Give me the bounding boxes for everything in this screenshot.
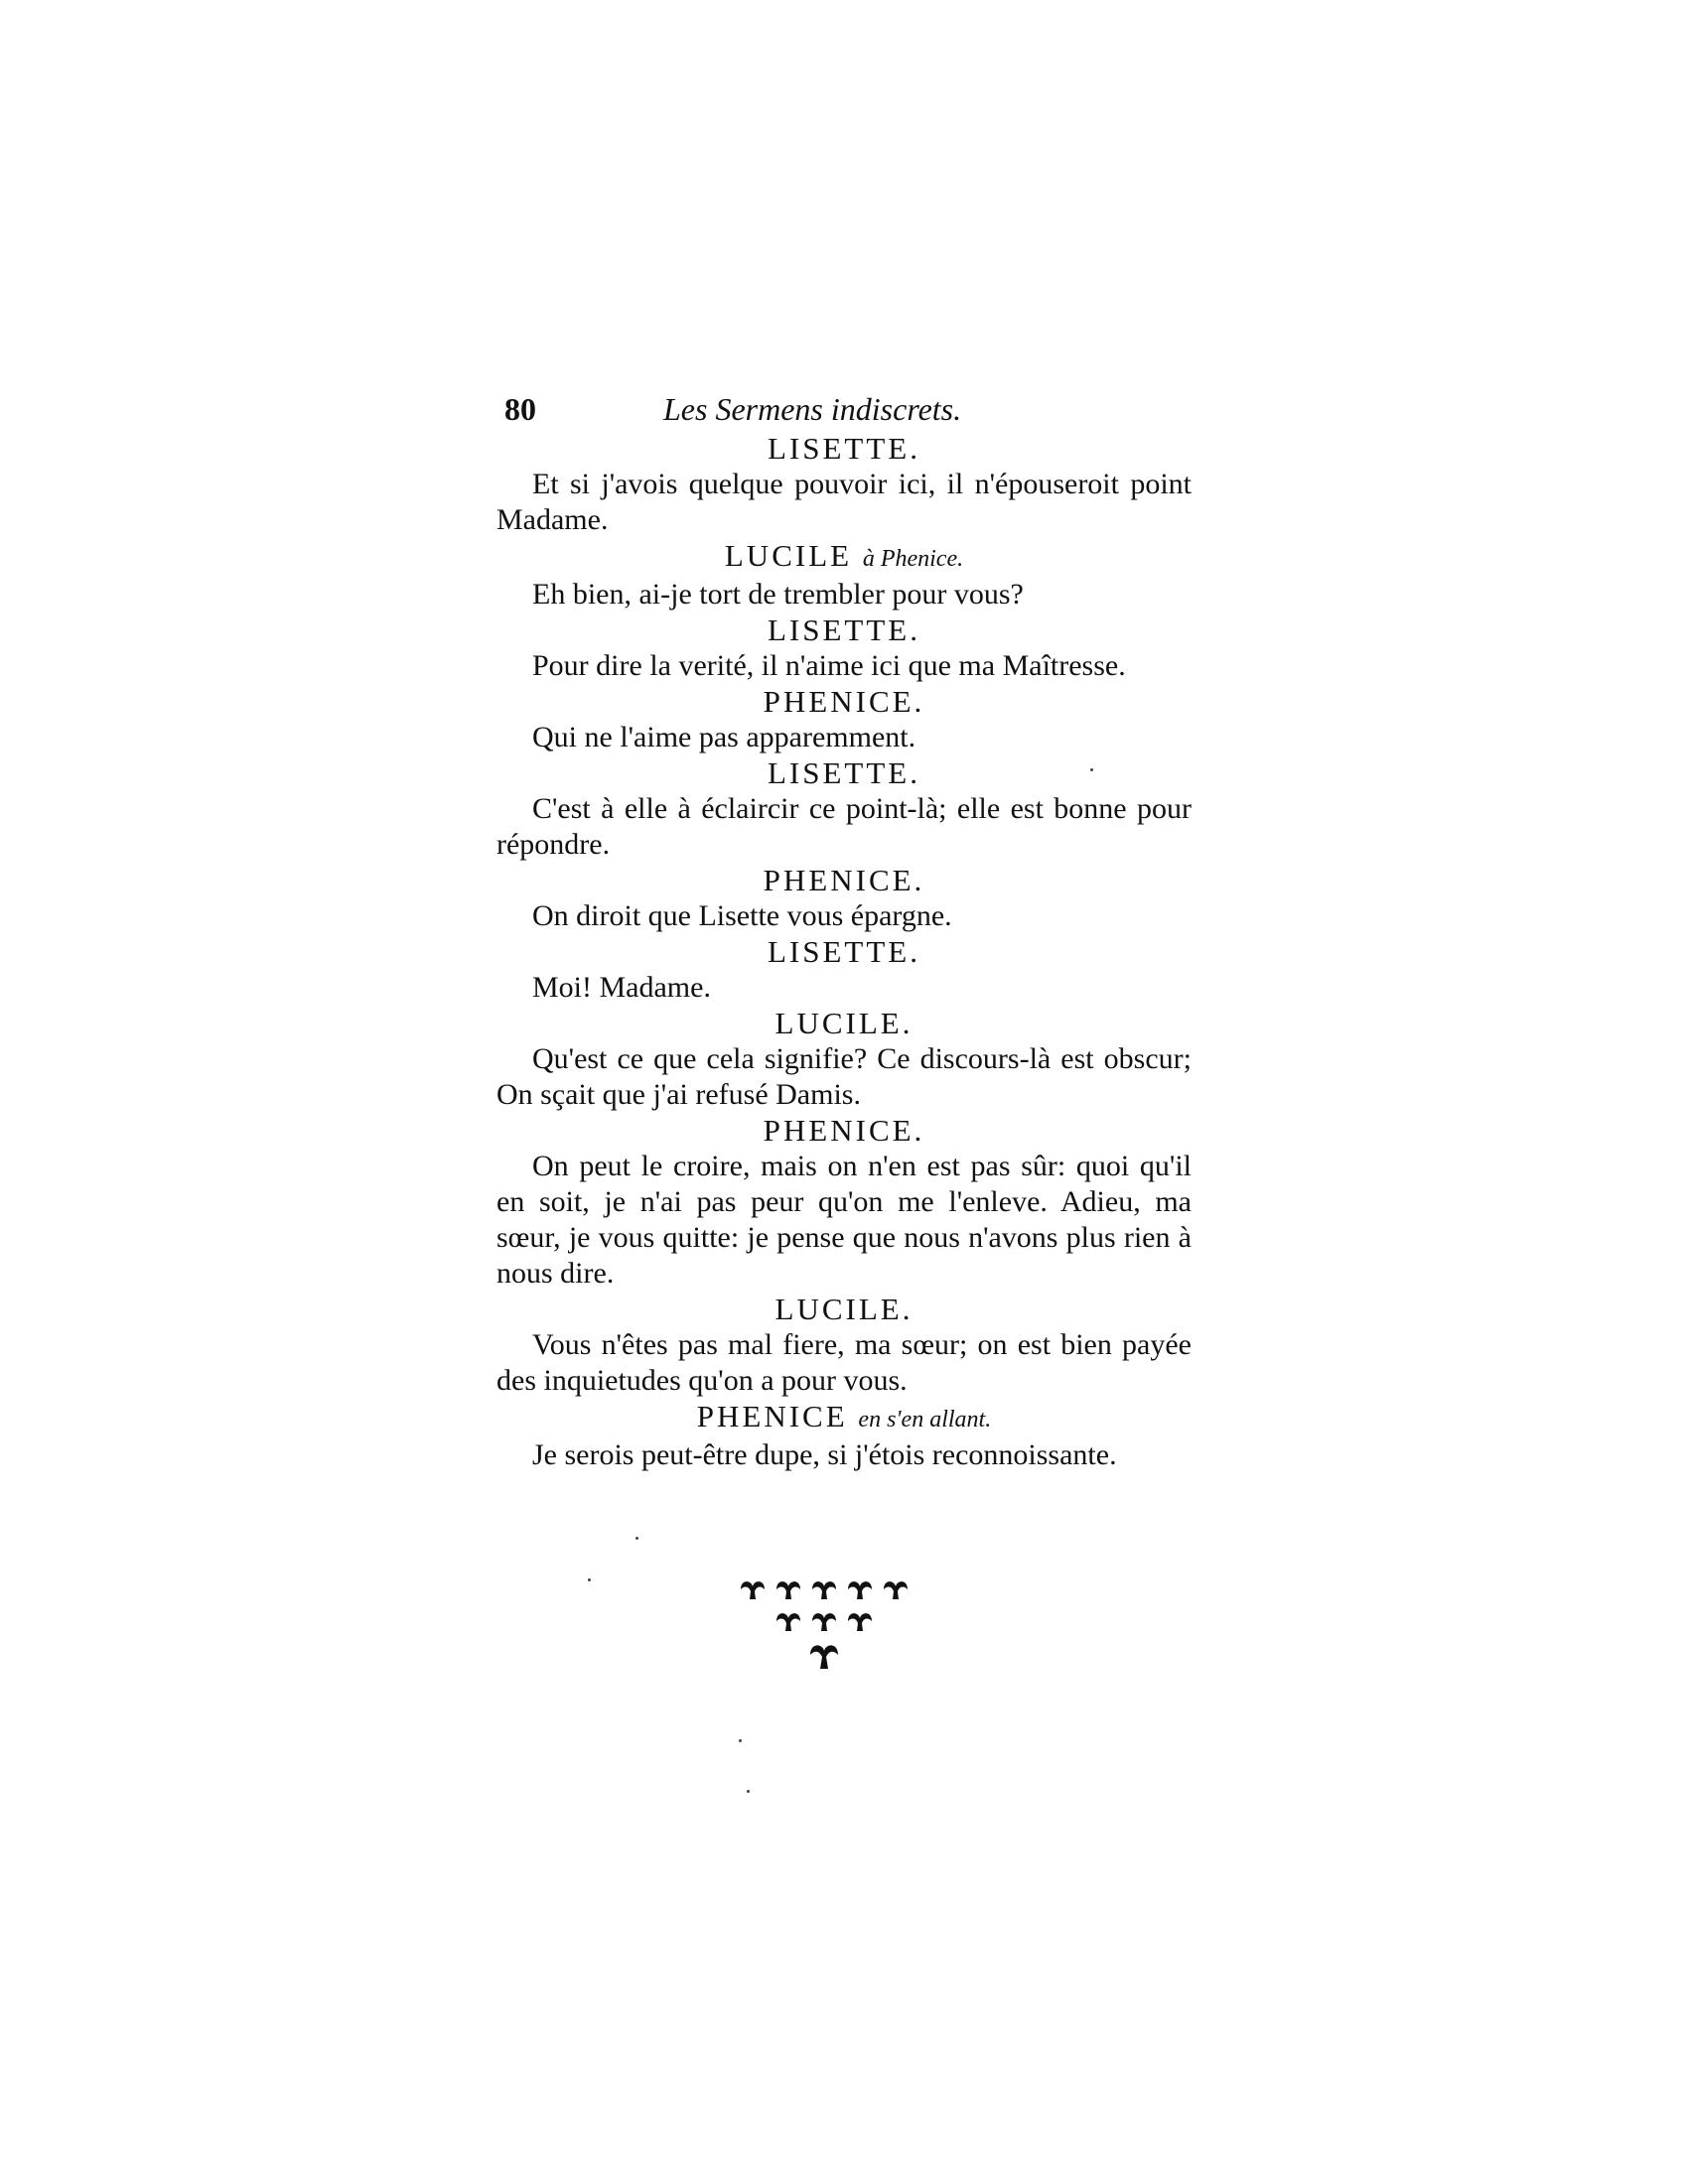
fleuron-icon <box>776 1581 800 1599</box>
speech-block <box>496 863 1192 934</box>
speech-text: On peut le croire, mais on n'en est pas sûr: quoi qu'il en soit, je n'ai pas peur qu'on me l'enleve. Adieu, ma sœur, je vous quitte: je pense que nous n'avons plus rien à nous dire. <box>496 1150 1192 1290</box>
speech-text: Moi! Madame. <box>532 971 711 1004</box>
speaker-name: PHENICE. <box>763 863 925 897</box>
speaker-name: LISETTE. <box>768 934 920 969</box>
speaker-name: LISETTE. <box>768 755 920 790</box>
speaker-name: PHENICE en s'en allant. <box>696 1399 992 1433</box>
speaker-name: LISETTE. <box>768 613 920 647</box>
speaker-name: LUCILE à Phenice. <box>724 538 964 573</box>
speech-block <box>496 431 1192 538</box>
scan-speck <box>747 1790 750 1793</box>
speaker-name: LISETTE. <box>768 431 920 466</box>
fleuron-icon <box>776 1613 800 1631</box>
speech-block <box>496 538 1192 613</box>
speaker-name: LUCILE. <box>774 1292 914 1326</box>
scan-speck <box>635 1537 638 1540</box>
speech-block <box>496 613 1192 684</box>
speech-text: Eh bien, ai-je tort de trembler pour vous? <box>532 578 1024 611</box>
speech-text: Et si j'avois quelque pouvoir ici, il n'épouseroit point Madame. <box>496 468 1192 536</box>
fleuron-icon <box>848 1613 872 1631</box>
speech-text: C'est à elle à éclaircir ce point-là; elle est bonne pour répondre. <box>496 792 1192 861</box>
fleuron-icon <box>848 1581 872 1599</box>
fleuron-icon <box>812 1581 836 1599</box>
stage-direction: en s'en allant. <box>858 1407 992 1433</box>
scan-speck <box>1090 768 1093 771</box>
speech-block <box>496 1006 1192 1113</box>
speech-block <box>496 934 1192 1006</box>
speaker-name: PHENICE. <box>763 1113 925 1148</box>
speech-block <box>496 755 1192 863</box>
scan-speck <box>588 1578 591 1581</box>
speech-text: Vous n'êtes pas mal fiere, ma sœur; on est bien payée des inquietudes qu'on a pour vous. <box>496 1328 1192 1397</box>
text-block <box>496 387 1192 1473</box>
stage-direction: à Phenice. <box>862 546 964 572</box>
speaker-name: PHENICE. <box>763 684 925 719</box>
fleuron-icon <box>810 1645 838 1669</box>
running-head <box>496 387 1192 431</box>
speech-block <box>496 684 1192 755</box>
fleuron-tailpiece-icon <box>735 1573 914 1693</box>
page-number: 80 <box>504 391 536 427</box>
speech-text: Je serois peut-être dupe, si j'étois reconnoissante. <box>532 1438 1117 1471</box>
fleuron-icon <box>812 1613 836 1631</box>
speech-block <box>496 1399 1192 1473</box>
running-title: Les Sermens indiscrets. <box>663 391 962 427</box>
scan-speck <box>739 1739 742 1742</box>
speech-text: On diroit que Lisette vous épargne. <box>532 899 952 932</box>
speech-text: Pour dire la verité, il n'aime ici que ma Maîtresse. <box>532 649 1126 682</box>
speech-text: Qu'est ce que cela signifie? Ce discours-là est obscur; On sçait que j'ai refusé Damis. <box>496 1042 1192 1111</box>
speaker-name: LUCILE. <box>774 1006 914 1040</box>
fleuron-icon <box>741 1581 765 1599</box>
speech-text: Qui ne l'aime pas apparemment. <box>532 721 916 753</box>
speech-block <box>496 1113 1192 1292</box>
fleuron-icon <box>884 1581 908 1599</box>
speech-block <box>496 1292 1192 1399</box>
